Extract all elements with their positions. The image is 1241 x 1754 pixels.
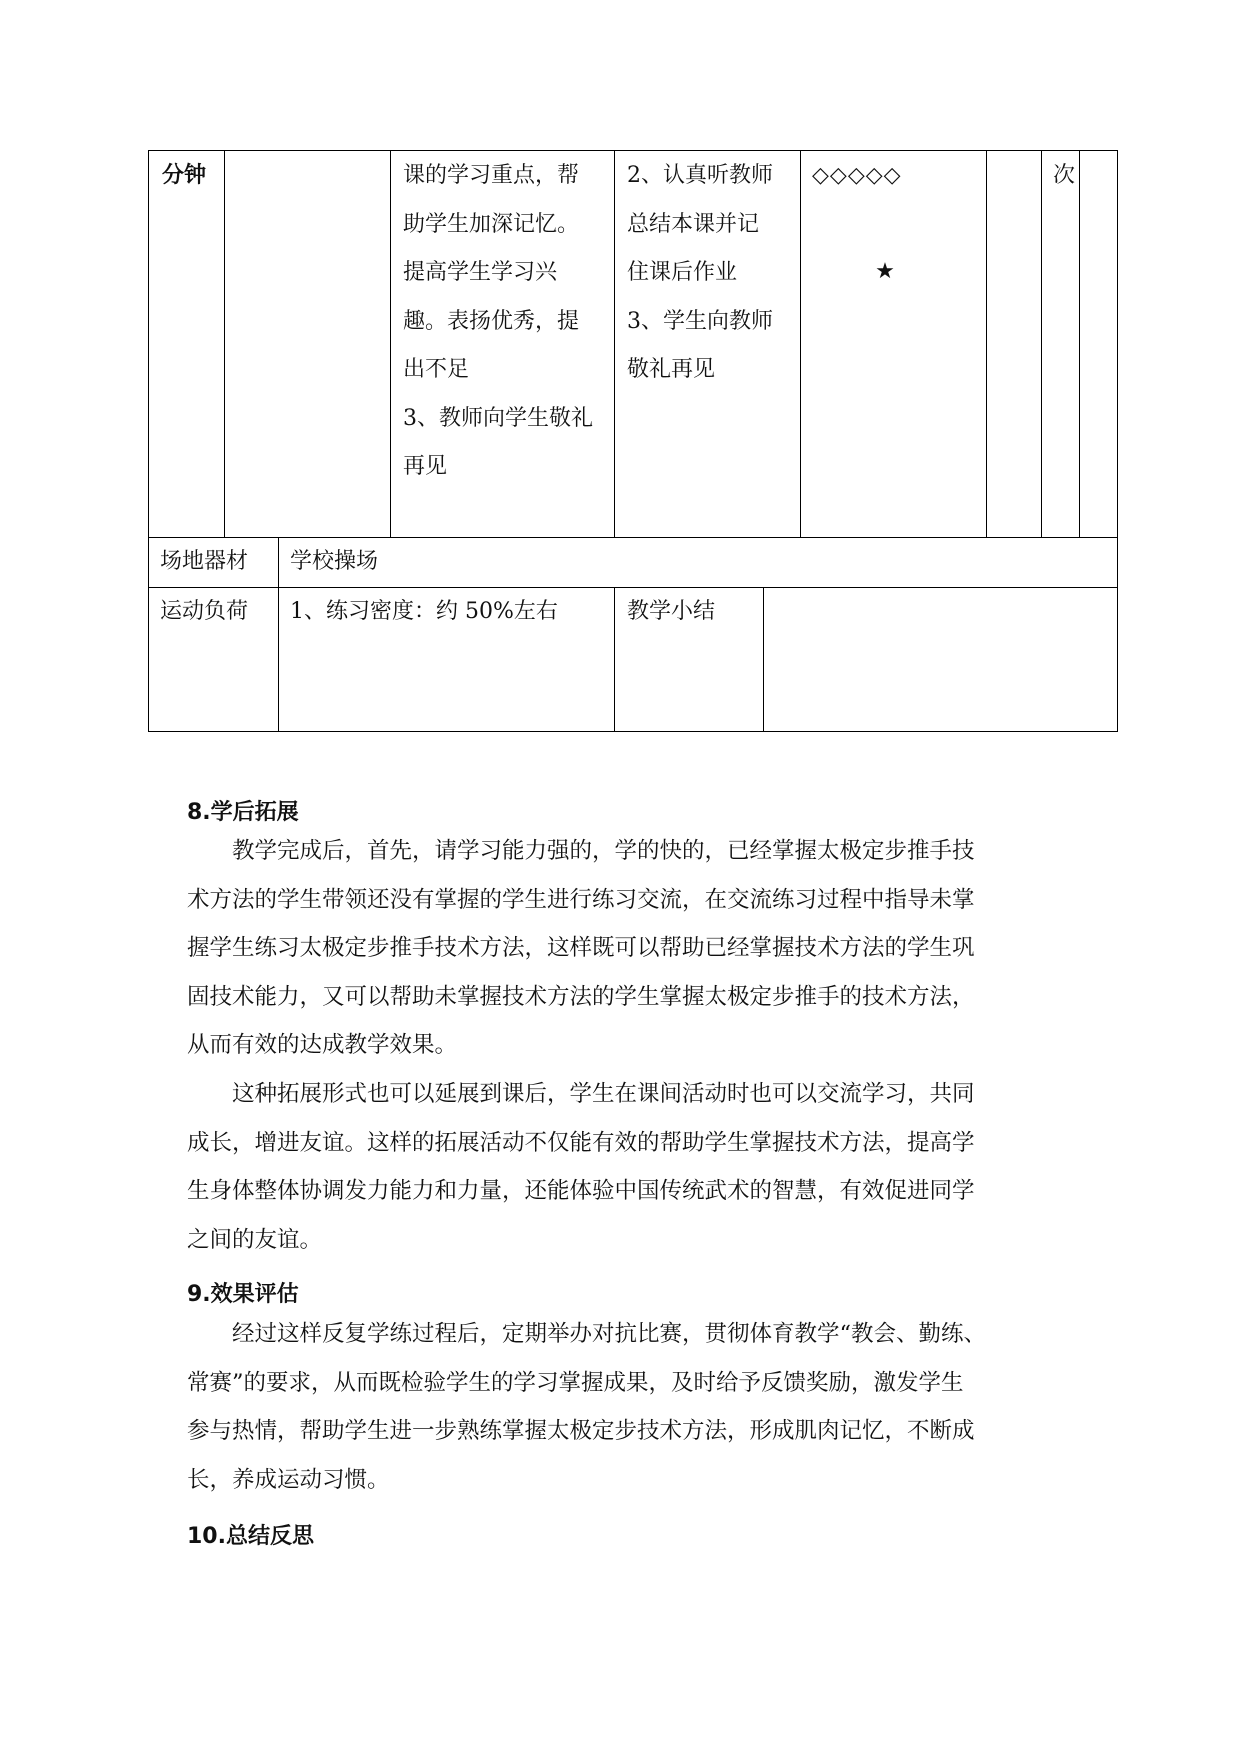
paragraph-line: 常赛”的要求，从而既检验学生的学习掌握成果，及时给予反馈奖励，激发学生: [187, 1369, 964, 1396]
paragraph-line: 成长，增进友谊。这样的拓展活动不仅能有效的帮助学生掌握技术方法，提高学: [187, 1129, 975, 1156]
table-border-top: [148, 150, 1118, 151]
table-divider: [1079, 150, 1080, 537]
count-label: 次: [1053, 163, 1076, 188]
teacher-line: 课的学习重点，帮: [403, 163, 580, 188]
table-border-right: [1117, 150, 1118, 732]
load-label: 运动负荷: [160, 599, 249, 624]
section-heading: 10.总结反思: [187, 1524, 314, 1549]
teacher-line: 再见: [403, 454, 448, 479]
paragraph-line: 教学完成后，首先，请学习能力强的，学的快的，已经掌握太极定步推手技: [187, 838, 975, 864]
section-paragraph: [187, 1070, 975, 1264]
paragraph-line: 长，养成运动习惯。: [187, 1466, 390, 1493]
paragraph-line: 参与热情，帮助学生进一步熟练掌握太极定步技术方法，形成肌肉记忆，不断成: [187, 1418, 975, 1444]
section-paragraph: [187, 827, 975, 1070]
student-line: 3、学生向教师: [627, 308, 773, 334]
teacher-line: 出不足: [403, 357, 470, 382]
paragraph-line: 固技术能力，又可以帮助未掌握技术方法的学生掌握太极定步推手的技术方法，: [187, 983, 975, 1010]
teacher-star-icon: ★: [875, 259, 895, 284]
section-heading: 9.效果评估: [187, 1282, 299, 1307]
table-divider: [614, 587, 615, 732]
paragraph-line: 生身体整体协调发力能力和力量，还能体验中国传统武术的智慧，有效促进同学: [187, 1178, 975, 1204]
teacher-line: 3、教师向学生敬礼: [403, 405, 593, 431]
table-divider: [224, 150, 225, 537]
teacher-line: 助学生加深记忆。: [403, 211, 580, 237]
teacher-line: 趣。表扬优秀，提: [403, 308, 580, 334]
summary-label: 教学小结: [627, 599, 716, 624]
paragraph-line: 握学生练习太极定步推手技术方法，这样既可以帮助已经掌握技术方法的学生巩: [187, 935, 975, 961]
teacher-line: 提高学生学习兴: [403, 260, 558, 285]
table-divider: [278, 537, 279, 732]
venue-label: 场地器材: [160, 549, 249, 574]
section-paragraph: [187, 1310, 986, 1504]
table-divider: [1041, 150, 1042, 537]
section-heading: 8.学后拓展: [187, 800, 299, 825]
table-divider: [986, 150, 987, 537]
teacher-activity-cell: [403, 152, 593, 492]
student-line: 2、认真听教师: [627, 163, 773, 188]
table-border-bottom: [148, 731, 1118, 732]
table-divider: [763, 587, 764, 732]
table-divider: [800, 150, 801, 537]
paragraph-line: 术方法的学生带领还没有掌握的学生进行练习交流，在交流练习过程中指导未掌: [187, 886, 975, 913]
paragraph-line: 经过这样反复学练过程后，定期举办对抗比赛，贯彻体育教学“教会、勤练、: [187, 1321, 987, 1347]
table-divider: [614, 150, 615, 537]
lesson-plan-table: [0, 0, 1241, 740]
venue-value: 学校操场: [290, 549, 379, 574]
table-divider: [390, 150, 391, 537]
time-label: 分钟: [162, 163, 207, 188]
paragraph-line: 从而有效的达成教学效果。: [187, 1032, 458, 1058]
student-line: 住课后作业: [627, 260, 738, 285]
paragraph-line: 之间的友谊。: [187, 1226, 323, 1253]
student-line: 总结本课并记: [627, 211, 760, 237]
load-value: 1、练习密度：约 50%左右: [290, 599, 558, 624]
formation-diamonds: ◇◇◇◇◇: [812, 163, 902, 188]
student-activity-cell: [627, 152, 773, 395]
paragraph-line: 这种拓展形式也可以延展到课后，学生在课间活动时也可以交流学习，共同: [187, 1081, 975, 1107]
student-line: 敬礼再见: [627, 357, 716, 382]
table-border-left: [148, 150, 149, 732]
